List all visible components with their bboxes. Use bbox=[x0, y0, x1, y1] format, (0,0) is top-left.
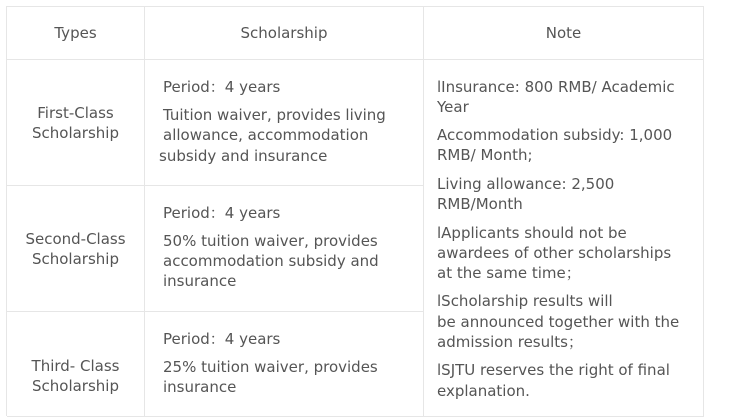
header-types: Types bbox=[7, 7, 145, 60]
period-text: Period：4 years bbox=[163, 330, 281, 348]
type-name-line1: Second-Class bbox=[25, 229, 126, 248]
scholarship-cell-third-class bbox=[145, 312, 424, 417]
type-name-line1: First-Class bbox=[37, 103, 114, 122]
note-line: awardees of other scholarships bbox=[437, 244, 672, 262]
note-line: admission results； bbox=[437, 333, 583, 351]
type-name-line2: Scholarship bbox=[32, 123, 119, 142]
scholarship-cell-first-class bbox=[145, 60, 424, 186]
description-line: insurance bbox=[163, 378, 237, 396]
description-line: 50% tuition waiver, provides bbox=[163, 232, 378, 250]
note-line: Living allowance: 2,500 bbox=[437, 175, 615, 193]
description-line: subsidy and insurance bbox=[159, 147, 328, 165]
description-line: accommodation subsidy and bbox=[163, 252, 379, 270]
note-line: lSJTU reserves the right of final bbox=[437, 361, 670, 379]
note-line: lScholarship results will bbox=[437, 292, 613, 310]
note-line: be announced together with the bbox=[437, 313, 680, 331]
note-line: lInsurance: 800 RMB/ Academic bbox=[437, 78, 675, 96]
type-name-line1: Third- Class bbox=[31, 357, 120, 375]
scholarship-table bbox=[6, 6, 704, 416]
type-cell-second-class bbox=[7, 186, 145, 312]
note-line: Year bbox=[437, 98, 469, 116]
period-text: Period：4 years bbox=[163, 78, 281, 96]
description-line: 25% tuition waiver, provides bbox=[163, 358, 378, 376]
note-line: RMB/ Month; bbox=[437, 146, 533, 164]
description-line: insurance bbox=[163, 272, 237, 290]
note-line: Accommodation subsidy: 1,000 bbox=[437, 126, 673, 144]
description-line: Tuition waiver, provides living bbox=[163, 106, 386, 124]
header-scholarship: Scholarship bbox=[145, 7, 424, 60]
note-line: explanation. bbox=[437, 382, 530, 400]
description-line: allowance, accommodation bbox=[163, 126, 369, 144]
note-line: RMB/Month bbox=[437, 195, 523, 213]
type-cell-first-class bbox=[7, 60, 145, 186]
type-name-line2: Scholarship bbox=[31, 249, 119, 268]
type-cell-third-class bbox=[7, 312, 145, 417]
period-text: Period：4 years bbox=[163, 204, 281, 222]
scholarship-cell-second-class bbox=[145, 186, 424, 312]
note-line: lApplicants should not be bbox=[437, 224, 627, 242]
note-cell bbox=[424, 60, 704, 417]
note-line: at the same time； bbox=[437, 264, 581, 282]
type-name-line2: Scholarship bbox=[32, 377, 119, 395]
header-note: Note bbox=[424, 7, 704, 60]
